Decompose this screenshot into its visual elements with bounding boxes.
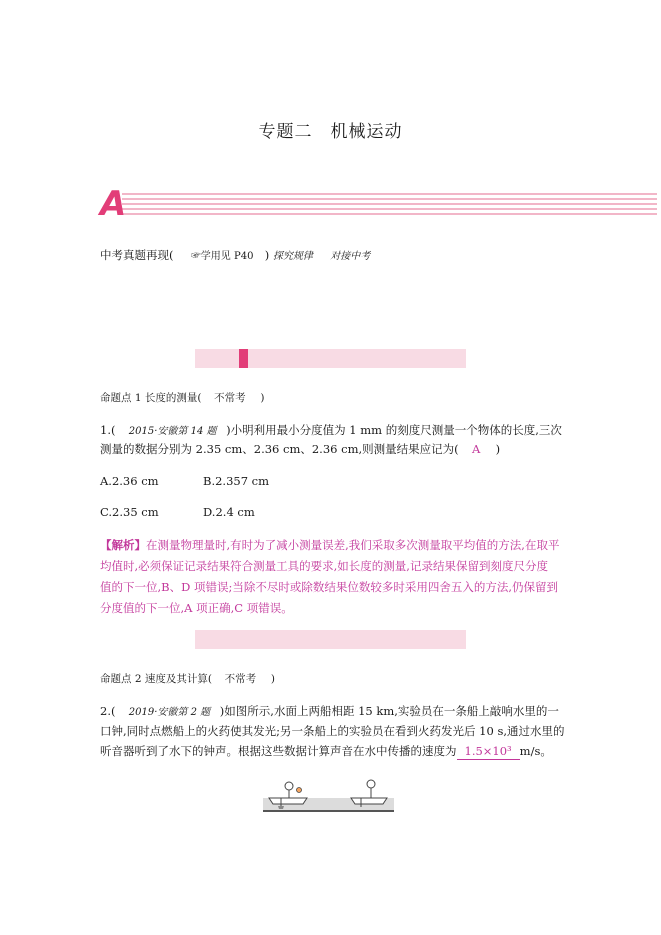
q1-close: ) [495,442,501,456]
q2-number: 2.( [100,704,116,718]
analysis-line-4: 分度值的下一位,A 项正确,C 项错误。 [100,601,293,615]
topic-2-frequency: 不常考 [224,673,257,685]
analysis-text-1: 在测量物理量时,有时为了减小测量误差,我们采取多次测量取平均值的方法,在取平 [146,538,560,552]
question-2-line-1 [100,703,559,721]
section-bar-mark [195,630,197,649]
banner-stripes [122,193,657,215]
q1-text-1: )小明利用最小分度值为 1 mm 的刻度尺测量一个物体的长度,三次 [226,423,562,437]
analysis-block [100,535,570,619]
person-right-head [367,780,375,788]
bell [278,806,284,809]
q2-unit: m/s。 [519,744,552,758]
q2-source: 2019·安徽第 2 题 [128,707,211,718]
section-bar-mark [239,349,248,368]
review-line [100,247,370,265]
review-close: ) [264,248,270,262]
analysis-line-1 [100,535,570,556]
q2-text-3: 听音器听到了水下的钟声。根据这些数据计算声音在水中传播的速度为 [100,744,457,758]
review-label: 中考真题再现( [100,248,174,262]
boat-right [351,798,387,804]
topic-1-title: 命题点 1 长度的测量( [100,392,202,404]
title-part1: 专题二 [258,122,313,142]
boats-drawing [263,776,394,810]
section-letter: A [100,184,127,224]
title-part2: 机械运动 [330,122,403,142]
q1-source: 2015·安徽第 14 题 [128,426,217,437]
section-bar-2 [195,630,466,649]
analysis-tag: 【解析】 [100,538,146,552]
topic-2-heading [100,671,275,687]
topic-2-title: 命题点 2 速度及其计算( [100,673,212,685]
topic-2-close: ) [270,673,275,685]
question-1-line-1 [100,422,562,440]
q1-text-2: 测量的数据分别为 2.35 cm、2.36 cm、2.36 cm,则测量结果应记为( [100,442,459,456]
topic-1-close: ) [260,392,265,404]
boats-illustration [263,776,394,812]
page-title [0,117,661,142]
q1-answer: A [471,442,481,456]
question-2-line-2: 口钟,同时点燃船上的火药使其发光;另一条船上的实验员在看到火药发光后 10 s,通过水里的 [100,724,565,738]
option-a: A.2.36 cm [100,474,159,488]
option-b: B.2.357 cm [203,474,270,488]
q2-text-1: )如图所示,水面上两船相距 15 km,实验员在一条船上敲响水里的一 [219,704,559,718]
topic-1-heading [100,390,264,406]
person-left-head [285,782,293,790]
option-c: C.2.35 cm [100,505,159,519]
section-a-banner [100,184,657,224]
topic-1-frequency: 不常考 [214,392,246,404]
question-2-line-3 [100,743,552,760]
section-bar-1 [195,349,466,368]
option-d: D.2.4 cm [203,505,255,519]
gunpowder-flash [297,788,302,793]
boat-left [269,798,307,804]
explore-label: 探究规律 [272,251,313,262]
analysis-line-2: 均值时,必须保证记录结果符合测量工具的要求,如长度的测量,记录结果保留到刻度尺分度 [100,559,548,573]
analysis-line-3: 值的下一位,B、D 项错误;当除不尽时或除数结果位数较多时采用四舍五入的方法,仍保留到 [100,580,559,594]
connect-label: 对接中考 [330,251,371,262]
question-1-line-2 [100,441,500,457]
q1-number: 1.( [100,423,116,437]
reference-link[interactable]: ☞学用见 P40 [190,251,254,262]
q2-answer: 1.5×10³ [457,743,520,760]
